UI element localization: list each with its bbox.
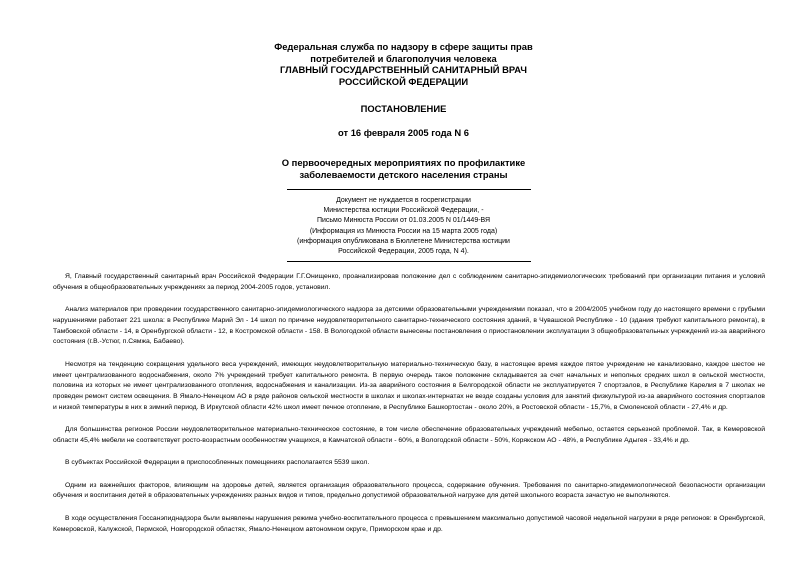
title-line: О первоочередных мероприятиях по профилактике xyxy=(281,157,526,168)
decree-label: ПОСТАНОВЛЕНИЕ xyxy=(360,103,447,114)
body-paragraph: В ходе осуществления Госсанэпиднадзора были выявлены нарушения режима учебно-воспитательного процесса с превышением максимально допустимой часовой недельной нагрузки в ряде регионов: в Оренбургской, Кемеровской, Калужской, Пермской, Новгородской областях, Ямало-Ненецком автономном округе, Приморском крае и др. xyxy=(53,514,765,533)
note-line: Письмо Минюста России от 01.03.2005 N 01/1449-ВЯ xyxy=(316,217,491,225)
body-paragraph: Я, Главный государственный санитарный врач Российской Федерации Г.Г.Онищенко, проанализировав положение дел с соблюдением санитарно-эпидемиологических требований при организации питания и условий обучения в общеобразовательных учреждениях за период 2004-2005 годов, установил. xyxy=(53,273,765,291)
body-paragraph: Несмотря на тенденцию сокращения удельного веса учреждений, имеющих неудовлетворительную материально-техническую базу, в настоящее время каждое пятое учреждение не канализовано, каждое шестое не имеет централизованного водоснабжения, около 7% учреждений требует капитального ремонта. В первую очередь такое положение складывается за счет начальных и неполных средних школ в сельской местности, половина из которых не имеет централизованного отопления, водоснабжения и канализации. Из-за аварийного состояния в Белгородской области не эксплуатируется 7 спортзалов, в Республике Карелия в 7 школах не проведен ремонт систем освещения. В Ямало-Ненецком АО в ряде районов сельской местности в школах и школах-интернатах не везде созданы условия для занятий физкультурой из-за аварийного состояния спортзалов и низкой температуры в них в зимний период. В Иркутской области 42% школ имеет печное отопление, в Республике Башкортостан - около 20%, в Ростовской области - 15,7%, в Смоленской области - 27,4% и др. xyxy=(53,360,765,411)
authority-line: ГЛАВНЫЙ ГОСУДАРСТВЕННЫЙ САНИТАРНЫЙ ВРАЧ xyxy=(280,64,527,75)
note-line: Российской Федерации, 2005 года, N 4). xyxy=(338,248,469,256)
body-paragraph: В субъектах Российской Федерации в приспособленных помещениях располагается 5539 школ. xyxy=(65,459,370,467)
document-body xyxy=(53,272,765,547)
note-line: Документ не нуждается в госрегистрации xyxy=(336,197,471,204)
registration-note xyxy=(0,196,807,257)
title-line: заболеваемости детского населения страны xyxy=(299,168,508,180)
note-line: (Информация из Минюста России на 15 марта 2005 года) xyxy=(309,227,498,235)
decree-date: от 16 февраля 2005 года N 6 xyxy=(338,127,469,138)
note-line: (информация опубликована в Бюллетене Министерства юстиции xyxy=(297,237,510,245)
body-paragraph: Одним из важнейших факторов, влияющим на здоровье детей, является организация образовательного процесса, содержание обучения. Требования по санитарно-эпидемиологической безопасности организации обучения и воспитания детей в образовательных учреждениях разных видов и типов, предельно допустимой образовательной нагрузке для детей школьного возраста зачастую не выполняются. xyxy=(53,481,765,500)
authority-line: РОССИЙСКОЙ ФЕДЕРАЦИИ xyxy=(338,75,469,87)
document-title xyxy=(0,157,807,180)
note-bottom-divider xyxy=(287,261,531,262)
body-paragraph: Для большинства регионов России неудовлетворительное материально-техническое состояние, в том числе обеспечение образовательных учреждений мебелью, остается серьезной проблемой. Так, в Кемеровской области 45,4% мебели не соответствует росто-возрастным особенностям учащихся, в Камчатской области - 60%, в Вологодской области - 50%, Корякском АО - 48%, в Республике Адыгея - 33,4% и др. xyxy=(53,426,765,445)
authority-line: Федеральная служба по надзору в сфере защиты прав xyxy=(274,41,533,52)
note-top-divider xyxy=(287,189,531,190)
note-line: Министерства юстиции Российской Федерации, - xyxy=(323,207,484,215)
body-paragraph: Анализ материалов при проведении государственного санитарно-эпидемиологического надзора за детскими образовательными учреждениями показал, что в 2004/2005 учебном году до настоящего времени с грубыми нарушениями работает 221 школа: в Республике Марий Эл - 14 школ по причине неудовлетворительного санитарно-технического состояния зданий, в Чувашской Республике - 10 (здания требуют капитального ремонта), в Тамбовской области - 14, в Оренбургской области - 12, в Костромской области - 158. В Вологодской области вынесены постановления о приостановлении эксплуатации 3 общеобразовательных учреждений из-за аварийного состояния (г.В.-Устюг, п.Сямжа, Бабаево). xyxy=(53,306,765,346)
issuing-authority xyxy=(0,41,807,87)
authority-line: потребителей и благополучия человека xyxy=(310,52,497,64)
